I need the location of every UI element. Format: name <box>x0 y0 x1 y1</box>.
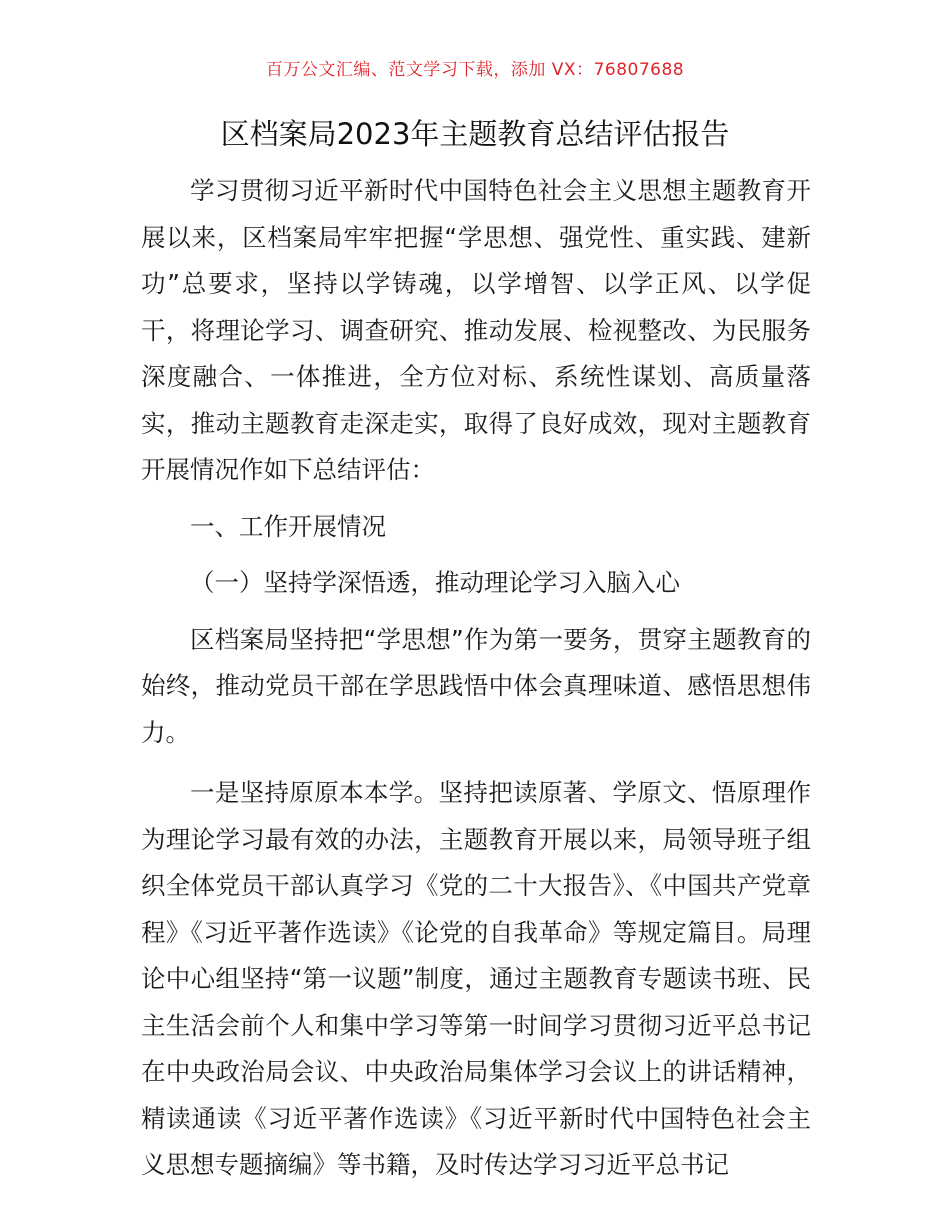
subsection-heading: （一）坚持学深悟透，推动理论学习入脑入心 <box>190 568 680 597</box>
document-title: 区档案局2023年主题教育总结评估报告 <box>220 117 730 151</box>
document-body <box>141 168 811 1189</box>
point-one-paragraph: 一是坚持原原本本学。坚持把读原著、学原文、悟原理作为理论学习最有效的办法，主题教育开展以来，局领导班子组织全体党员干部认真学习《党的二十大报告》、《中国共产党章程》《习近平著作选读》《论党的自我革命》等规定篇目。局理论中心组坚持“第一议题”制度，通过主题教育专题读书班、民主生活会前个人和集中学习等第一时间学习贯彻习近平总书记在中央政治局会议、中央政治局集体学习会议上的讲话精神，精读通读《习近平著作选读》《习近平新时代中国特色社会主义思想专题摘编》等书籍，及时传达学习习近平总书记 <box>141 778 811 1179</box>
header-watermark-note: 百万公文汇编、范文学习下载，添加 VX：76807688 <box>265 60 685 80</box>
intro-paragraph: 学习贯彻习近平新时代中国特色社会主义思想主题教育开展以来，区档案局牢牢把握“学思想、强党性、重实践、建新功”总要求，坚持以学铸魂，以学增智、以学正风、以学促干，将理论学习、调查研究、推动发展、检视整改、为民服务深度融合、一体推进，全方位对标、系统性谋划、高质量落实，推动主题教育走深走实，取得了良好成效，现对主题教育开展情况作如下总结评估： <box>141 176 811 484</box>
subsection-paragraph: 区档案局坚持把“学思想”作为第一要务，贯穿主题教育的始终，推动党员干部在学思践悟中体会真理味道、感悟思想伟力。 <box>141 624 811 747</box>
section-heading: 一、工作开展情况 <box>190 511 386 541</box>
